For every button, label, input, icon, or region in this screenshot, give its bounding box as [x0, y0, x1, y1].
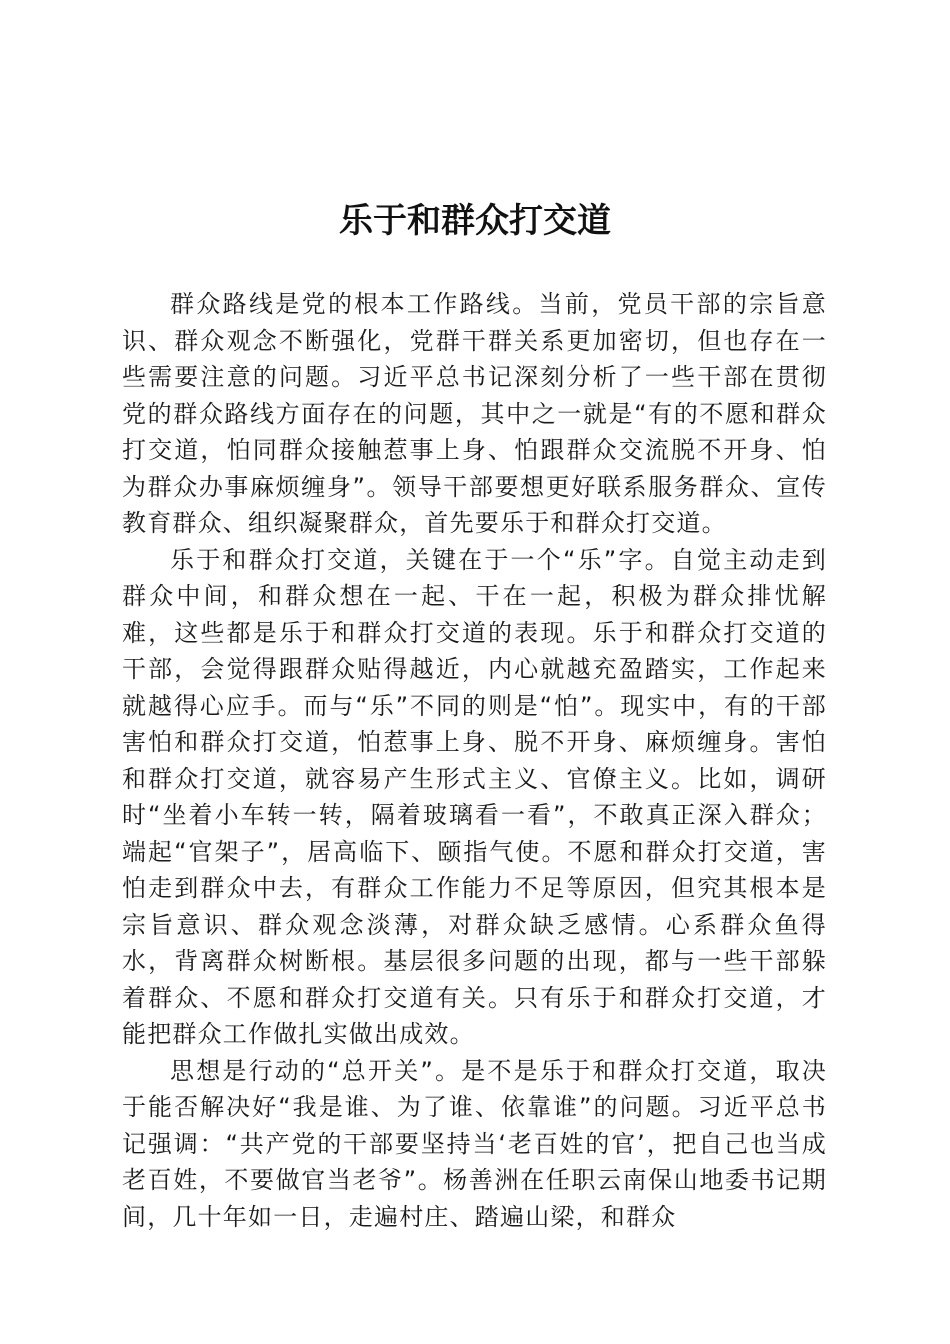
paragraph-1: 群众路线是党的根本工作路线。当前，党员干部的宗旨意识、群众观念不断强化，党群干群关系更加密切，但也存在一些需要注意的问题。习近平总书记深刻分析了一些干部在贯彻党的群众路线方面存在的问题，其中之一就是“有的不愿和群众打交道，怕同群众接触惹事上身、怕跟群众交流脱不开身、怕为群众办事麻烦缠身”。领导干部要想更好联系服务群众、宣传教育群众、组织凝聚群众，首先要乐于和群众打交道。: [122, 290, 827, 537]
paragraph-2: 乐于和群众打交道，关键在于一个“乐”字。自觉主动走到群众中间，和群众想在一起、干在一起，积极为群众排忧解难，这些都是乐于和群众打交道的表现。乐于和群众打交道的干部，会觉得跟群众贴得越近，内心就越充盈踏实，工作起来就越得心应手。而与“乐”不同的则是“怕”。现实中，有的干部害怕和群众打交道，怕惹事上身、脱不开身、麻烦缠身。害怕和群众打交道，就容易产生形式主义、官僚主义。比如，调研时“坐着小车转一转，隔着玻璃看一看”，不敢真正深入群众；端起“官架子”，居高临下、颐指气使。不愿和群众打交道，害怕走到群众中去，有群众工作能力不足等原因，但究其根本是宗旨意识、群众观念淡薄，对群众缺乏感情。心系群众鱼得水，背离群众树断根。基层很多问题的出现，都与一些干部躲着群众、不愿和群众打交道有关。只有乐于和群众打交道，才能把群众工作做扎实做出成效。: [122, 545, 827, 1048]
document-body: [122, 286, 827, 1235]
paragraph-3: 思想是行动的“总开关”。是不是乐于和群众打交道，取决于能否解决好“我是谁、为了谁、依靠谁”的问题。习近平总书记强调：“共产党的干部要坚持当‘老百姓的官’，把自己也当成老百姓，不要做官当老爷”。杨善洲在任职云南保山地委书记期间，几十年如一日，走遍村庄、踏遍山梁，和群众: [122, 1056, 827, 1231]
document-title: 乐于和群众打交道: [339, 201, 611, 241]
